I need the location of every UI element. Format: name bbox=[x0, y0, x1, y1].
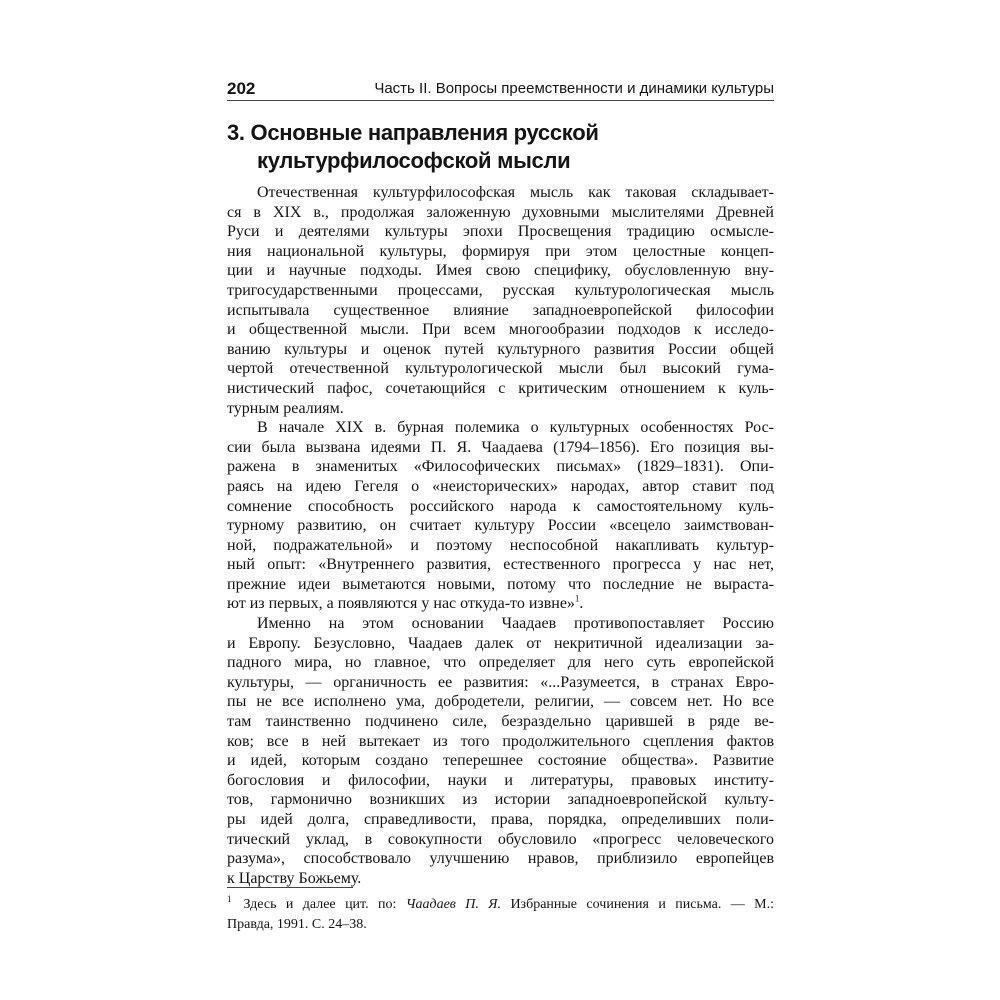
text-line: ков; все в ней вытекает из того продолжительного сцепления фактов bbox=[227, 732, 774, 750]
footnote-text-before: Здесь и далее цит. по: bbox=[243, 897, 397, 912]
section-title-line-1: 3. Основные направления русской bbox=[227, 120, 599, 145]
text-line: богословия и философии, науки и литературы, правовых институ- bbox=[227, 771, 774, 789]
footnote-mark: 1 bbox=[227, 894, 232, 905]
footnote-line-1 bbox=[227, 895, 774, 915]
section-title bbox=[227, 119, 774, 175]
footnote bbox=[227, 895, 774, 935]
text-line: и Европу. Безусловно, Чаадаев далек от некритичной идеализации за- bbox=[227, 634, 774, 652]
text-line: нистический пафос, сочетающийся с критическим отношением к куль- bbox=[227, 379, 774, 397]
text-line: ный опыт: «Внутреннего развития, естественного прогресса у нас нет, bbox=[227, 556, 774, 574]
footnote-author: Чаадаев П. Я. bbox=[405, 897, 502, 912]
footnote-line-2: Правда, 1991. С. 24–38. bbox=[227, 917, 367, 932]
text-line: ной, подражательной» и поэтому неспособной накапливать культур- bbox=[227, 536, 774, 554]
footnote-rule bbox=[227, 887, 353, 888]
text-line: пы не все исполнено ума, добродетели, религии, — совсем нет. Но все bbox=[227, 693, 774, 711]
text-line: сии была вызвана идеями П. Я. Чаадаева (1794–1856). Его позиция вы- bbox=[227, 438, 774, 456]
text-line: испытывала существенное влияние западноевропейской философии bbox=[227, 301, 774, 319]
text-line: тический уклад, в совокупности обусловило «прогресс человеческого bbox=[227, 830, 774, 848]
paragraph-1 bbox=[227, 183, 774, 418]
footnote-text-after: Избранные сочинения и письма. — М.: bbox=[510, 897, 775, 912]
text-line: Отечественная культурфилософская мысль как таковая складывает- bbox=[257, 184, 774, 201]
text-line: падного мира, но главное, что определяет для него суть европейской bbox=[227, 654, 774, 672]
running-header bbox=[227, 73, 774, 99]
text-line: прежние идеи выметаются новыми, потому что последние не выраста- bbox=[227, 575, 774, 593]
section-title-line-2: культурфилософской мысли bbox=[257, 148, 571, 173]
text-line: турным реалиям. bbox=[227, 399, 344, 417]
body-text bbox=[227, 183, 774, 888]
text-line: ражена в знаменитых «Философических письмах» (1829–1831). Опи- bbox=[227, 458, 774, 476]
paragraph-3 bbox=[227, 614, 774, 888]
text-line: тригосударственными процессами, русская культурологическая мысль bbox=[227, 281, 774, 299]
text-line: тов, гармонично возникших из истории западноевропейской культу- bbox=[227, 791, 774, 809]
paragraph-2 bbox=[227, 418, 774, 614]
text-line: ции и научные подходы. Имея свою специфику, обусловленную вну- bbox=[227, 262, 774, 280]
text-line: чертой отечественной культурологической мысли был высокий гума- bbox=[227, 360, 774, 378]
text-line: ся в XIX в., продолжая заложенную духовными мыслителями Древней bbox=[227, 203, 774, 221]
text-line: и идей, которым создано теперешнее состояние общества». Развитие bbox=[227, 752, 774, 770]
text-line: раясь на идею Гегеля о «неисторических» народах, автор ставит под bbox=[227, 477, 774, 495]
text-line: ры идей долга, справедливости, права, порядка, определивших поли- bbox=[227, 811, 774, 828]
text-line-content: ют из первых, а появляются у нас откуда-то извне» bbox=[227, 595, 575, 613]
text-line-with-note: ют из первых, а появляются у нас откуда-то извне»$^1$. bbox=[227, 594, 584, 613]
text-line: культуры, — органичность ее развития: «...Разумеется, в странах Евро- bbox=[227, 673, 774, 691]
text-line: ванию культуры и оценок путей культурного развития России общей bbox=[227, 340, 774, 358]
footnote-reference[interactable]: 1 bbox=[574, 594, 580, 605]
text-line: ния национальной культуры, формируя при этом целостные концеп- bbox=[227, 242, 774, 260]
header-rule bbox=[227, 100, 774, 101]
running-title: Часть II. Вопросы преемственности и динамики культуры bbox=[374, 80, 774, 97]
text-line: там таинственно подчинено силе, безраздельно царившей в ряде ве- bbox=[227, 713, 774, 731]
text-line: разума», способствовало улучшению нравов, приблизило европейцев bbox=[227, 850, 774, 868]
text-line: и общественной мысли. При всем многообразии подходов к исследо- bbox=[227, 321, 774, 339]
text-line: турному развитию, он считает культуру России «всецело заимствован- bbox=[227, 517, 774, 535]
text-line: к Царству Божьему. bbox=[227, 869, 362, 887]
text-line: В начале XIX в. бурная полемика о культурных особенностях Рос- bbox=[257, 419, 774, 437]
page-number: 202 bbox=[227, 79, 256, 98]
text-line: Руси и деятелями культуры эпохи Просвещения традицию осмысле- bbox=[227, 223, 774, 241]
text-line: Именно на этом основании Чаадаев противопоставляет Россию bbox=[257, 615, 774, 633]
text-line: сомнение способность российского народа к самостоятельному куль- bbox=[227, 497, 774, 515]
